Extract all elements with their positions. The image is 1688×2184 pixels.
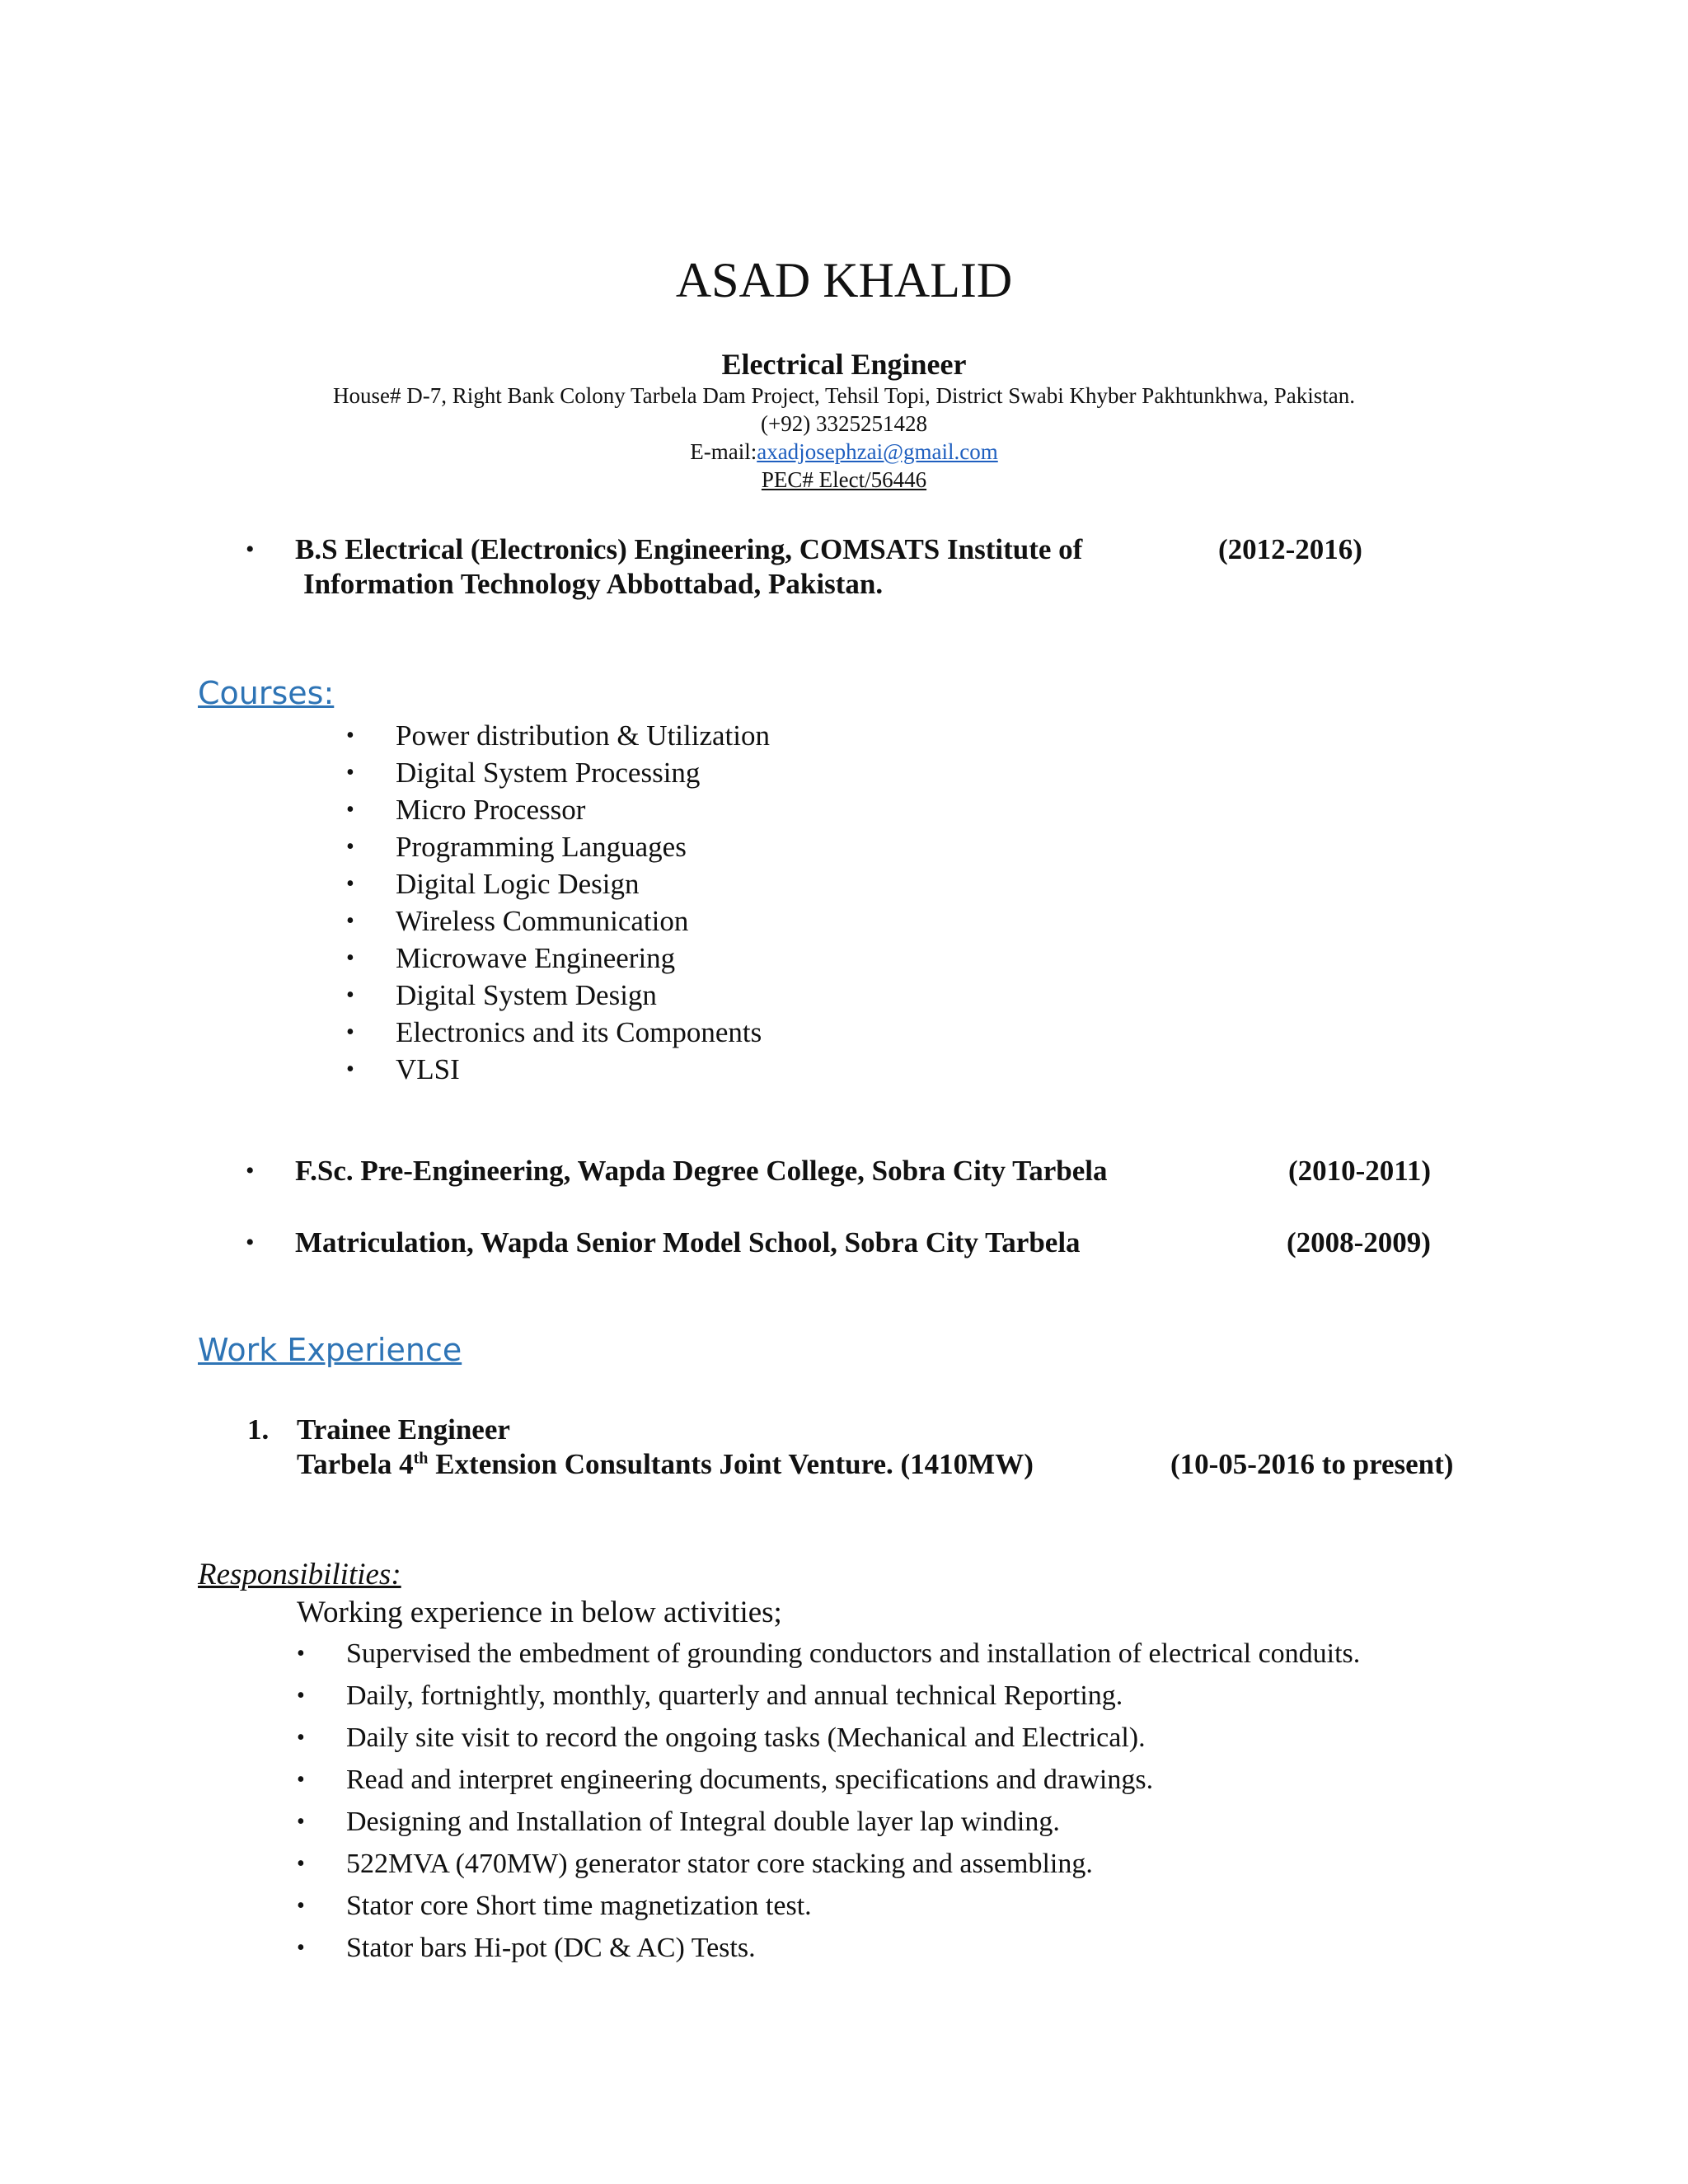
responsibility-item-text: Stator bars Hi-pot (DC & AC) Tests. (346, 1933, 756, 1963)
job-org-sup: th (413, 1449, 429, 1468)
job-organization (297, 1447, 1034, 1482)
responsibilities-intro: Working experience in below activities; (297, 1596, 782, 1629)
email-link[interactable]: axadjosephzai@gmail.com (757, 439, 998, 464)
bullet: • (297, 1725, 305, 1750)
responsibility-item (297, 1843, 1360, 1885)
courses-heading: Courses: (198, 675, 335, 711)
course-item-text: Programming Languages (396, 831, 687, 863)
course-item-text: Wireless Communication (396, 905, 689, 937)
address: House# D-7, Right Bank Colony Tarbela Dam Project, Tehsil Topi, District Swabi Khyber Pakhtunkhwa, Pakistan. (333, 383, 1355, 408)
job-title-heading: Electrical Engineer (721, 348, 967, 381)
bullet: • (297, 1767, 305, 1793)
course-item (346, 1051, 770, 1088)
bullet: • (346, 760, 354, 785)
responsibility-item (297, 1927, 1360, 1969)
course-list (346, 717, 770, 1088)
bullet: • (346, 982, 354, 1008)
bullet: • (346, 908, 354, 934)
course-item-text: Digital Logic Design (396, 868, 640, 900)
bullet: • (297, 1893, 305, 1919)
course-item (346, 902, 770, 940)
course-item (346, 940, 770, 977)
bullet: • (346, 723, 354, 748)
edu-fsc: F.Sc. Pre-Engineering, Wapda Degree College, Sobra City Tarbela (295, 1155, 1108, 1187)
bullet: • (297, 1683, 305, 1708)
responsibilities-heading: Responsibilities: (198, 1558, 401, 1591)
job-position: Trainee Engineer (297, 1413, 510, 1446)
bullet: • (346, 1057, 354, 1082)
job-org-prefix: Tarbela 4 (297, 1448, 414, 1480)
email-label: E-mail: (690, 439, 757, 464)
pec-number: PEC# Elect/56446 (761, 467, 927, 492)
course-item-text: Power distribution & Utilization (396, 719, 770, 752)
course-item-text: Microwave Engineering (396, 942, 676, 974)
course-item-text: Digital System Design (396, 979, 657, 1011)
responsibility-item-text: Stator core Short time magnetization test. (346, 1891, 812, 1921)
phone-number: (+92) 3325251428 (761, 411, 927, 436)
edu-matric-years: (2008-2009) (1287, 1226, 1431, 1258)
edu-fsc-years: (2010-2011) (1288, 1155, 1432, 1187)
bullet: • (346, 1019, 354, 1045)
edu-matric: Matriculation, Wapda Senior Model School, Sobra City Tarbela (295, 1226, 1081, 1258)
edu-bs-line1: B.S Electrical (Electronics) Engineering, COMSATS Institute of (295, 533, 1083, 565)
bullet: • (297, 1851, 305, 1877)
course-item (346, 791, 770, 828)
bullet: • (246, 1157, 255, 1184)
bullet: • (346, 945, 354, 971)
bullet: • (297, 1935, 305, 1961)
bullet: • (346, 871, 354, 897)
course-item-text: VLSI (396, 1053, 460, 1085)
bullet: • (297, 1809, 305, 1835)
course-item (346, 754, 770, 791)
email-line (0, 438, 1688, 466)
course-item (346, 717, 770, 754)
job-dates: (10-05-2016 to present) (1170, 1448, 1454, 1480)
responsibility-item (297, 1717, 1360, 1759)
responsibility-item (297, 1885, 1360, 1927)
bullet: • (297, 1641, 305, 1666)
course-item-text: Micro Processor (396, 794, 586, 826)
responsibilities-list (297, 1633, 1360, 1969)
bullet: • (246, 1229, 255, 1256)
edu-bs-years: (2012-2016) (1218, 533, 1362, 565)
course-item (346, 865, 770, 902)
job-org-suffix: Extension Consultants Joint Venture. (1410MW) (428, 1448, 1034, 1480)
responsibility-item-text: Daily site visit to record the ongoing tasks (Mechanical and Electrical). (346, 1722, 1146, 1753)
course-item-text: Digital System Processing (396, 757, 701, 789)
bullet: • (346, 797, 354, 823)
course-item-text: Electronics and its Components (396, 1016, 762, 1048)
bullet: • (246, 536, 255, 563)
candidate-name: ASAD KHALID (675, 253, 1013, 307)
edu-bs-line2: Information Technology Abbottabad, Pakistan. (303, 568, 884, 600)
responsibility-item (297, 1801, 1360, 1843)
responsibility-item-text: Supervised the embedment of grounding conductors and installation of electrical conduits. (346, 1638, 1361, 1669)
responsibility-item (297, 1759, 1360, 1801)
responsibility-item-text: Daily, fortnightly, monthly, quarterly and annual technical Reporting. (346, 1680, 1123, 1711)
responsibility-item (297, 1633, 1360, 1675)
responsibility-item-text: 522MVA (470MW) generator stator core stacking and assembling. (346, 1849, 1093, 1879)
course-item (346, 828, 770, 865)
responsibility-item (297, 1675, 1360, 1717)
responsibility-item-text: Designing and Installation of Integral double layer lap winding. (346, 1807, 1060, 1837)
work-experience-heading: Work Experience (198, 1332, 462, 1368)
job-number: 1. (247, 1413, 270, 1446)
responsibility-item-text: Read and interpret engineering documents, specifications and drawings. (346, 1765, 1154, 1795)
course-item (346, 1014, 770, 1051)
bullet: • (346, 834, 354, 860)
course-item (346, 977, 770, 1014)
